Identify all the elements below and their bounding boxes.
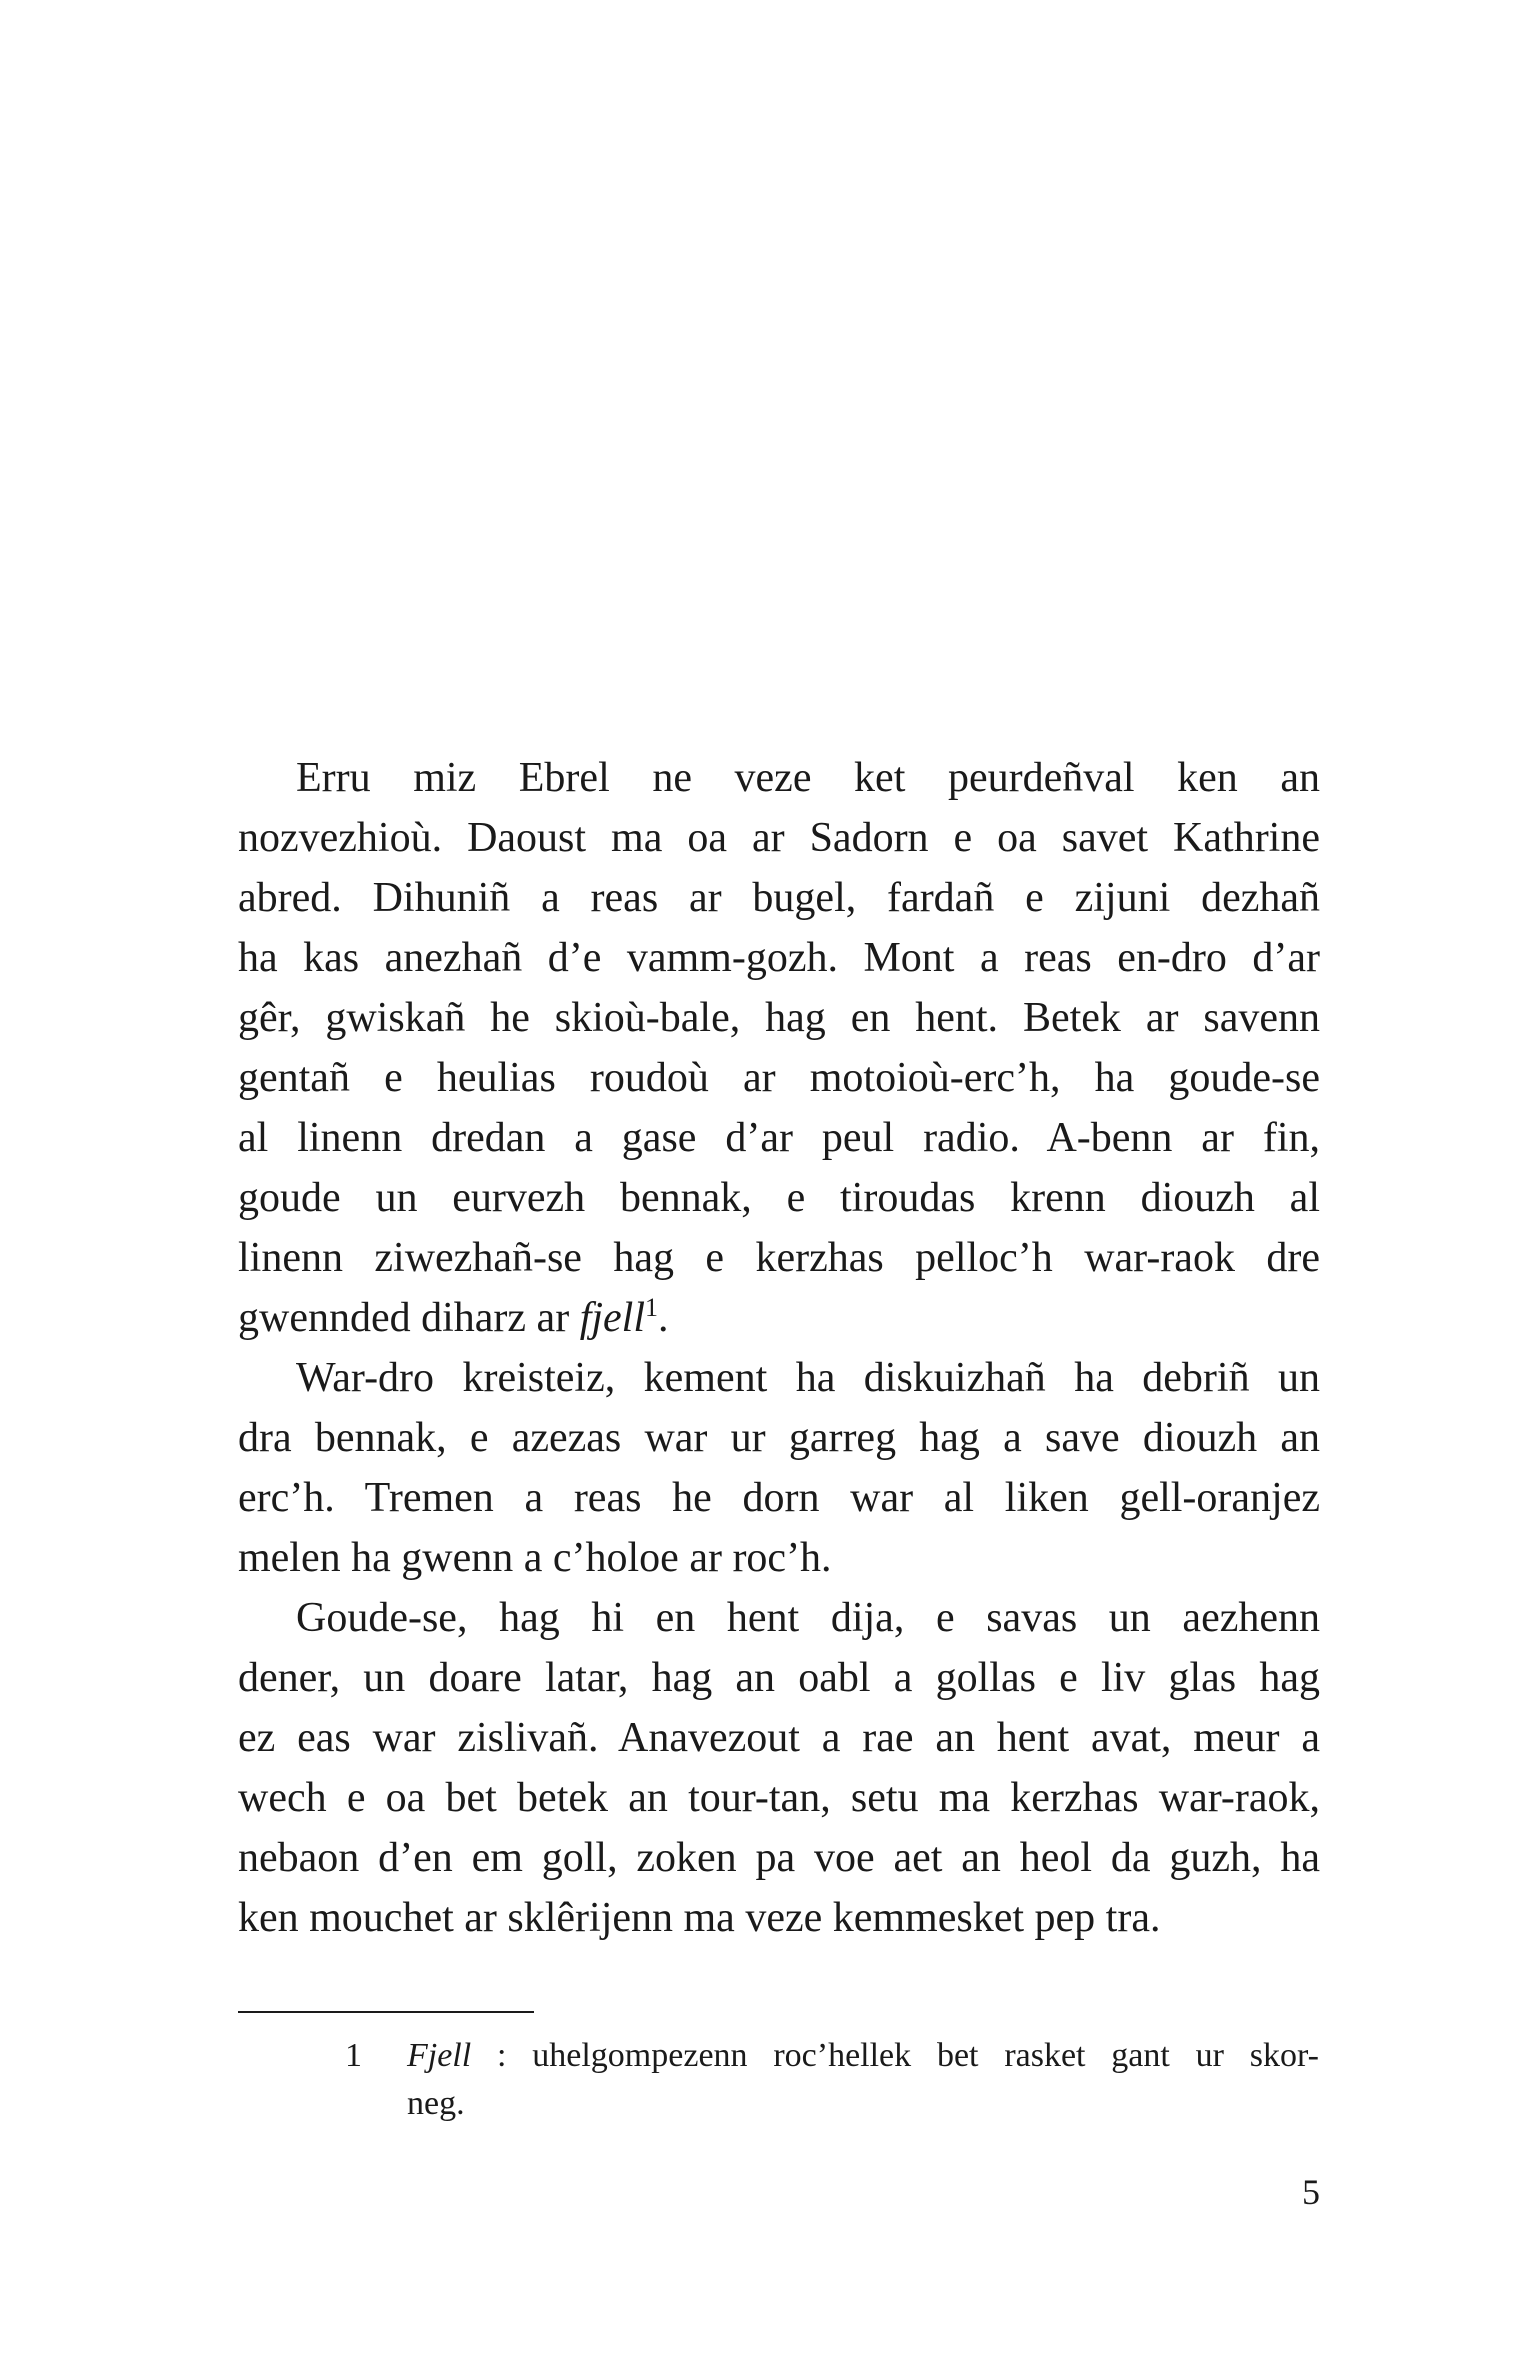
footnote-term-definition: Fjell <box>407 2037 472 2074</box>
text-line: gentañ e heulias roudoù ar motoioù-erc’h, ha goude-se <box>238 1055 1320 1101</box>
text-line: erc’h. Tremen a reas he dorn war al liken gell-oranjez <box>238 1475 1320 1521</box>
text-line: ken mouchet ar sklêrijenn ma veze kemmesket pep tra. <box>238 1895 1161 1941</box>
text-line: melen ha gwenn a c’holoe ar roc’h. <box>238 1535 832 1581</box>
text-line: nebaon d’en em goll, zoken pa voe aet an heol da guzh, ha <box>238 1835 1320 1881</box>
footnote-mark: 1 <box>645 1293 659 1322</box>
text-line: Goude-se, hag hi en hent dija, e savas un aezhenn <box>296 1595 1320 1641</box>
text-line: War-dro kreisteiz, kement ha diskuizhañ ha debriñ un <box>296 1355 1320 1401</box>
text-segment: . <box>658 1295 669 1341</box>
text-segment: gwennded diharz ar <box>238 1295 580 1341</box>
paragraph-3 <box>238 1588 1320 1948</box>
text-line: ez eas war zislivañ. Anavezout a rae an hent avat, meur a <box>238 1715 1320 1761</box>
text-line: al linenn dredan a gase d’ar peul radio. A-benn ar fin, <box>238 1115 1320 1161</box>
paragraph-1 <box>238 748 1320 1348</box>
paragraph-2 <box>238 1348 1320 1588</box>
text-line: Erru miz Ebrel ne veze ket peurdeñval ken an <box>296 755 1320 801</box>
footnote-term: fjell <box>579 1295 646 1341</box>
footnote-separator <box>238 2011 534 2013</box>
text-line: goude un eurvezh bennak, e tiroudas krenn diouzh al <box>238 1175 1320 1221</box>
text-line: gêr, gwiskañ he skioù-bale, hag en hent. Betek ar savenn <box>238 995 1320 1041</box>
footnote-body <box>407 2032 1319 2128</box>
text-line: dener, un doare latar, hag an oabl a gollas e liv glas hag <box>238 1655 1320 1701</box>
footnote-line: neg. <box>407 2085 465 2122</box>
text-line-with-footnote <box>238 1288 1320 1348</box>
body-text <box>238 748 1320 1948</box>
footnote <box>345 2032 1319 2128</box>
text-line: dra bennak, e azezas war ur garreg hag a save diouzh an <box>238 1415 1320 1461</box>
footnote-line <box>407 2032 1319 2080</box>
footnote-number: 1 <box>345 2037 362 2074</box>
text-line: wech e oa bet betek an tour-tan, setu ma kerzhas war-raok, <box>238 1775 1320 1821</box>
page-number: 5 <box>1302 2172 1320 2212</box>
footnote-text: : uhelgompezenn roc’hellek bet rasket gant ur skor- <box>471 2037 1319 2074</box>
text-line: ha kas anezhañ d’e vamm-gozh. Mont a reas en-dro d’ar <box>238 935 1320 981</box>
text-line: linenn ziwezhañ-se hag e kerzhas pelloc’h war-raok dre <box>238 1235 1320 1281</box>
text-line: nozvezhioù. Daoust ma oa ar Sadorn e oa savet Kathrine <box>238 815 1320 861</box>
text-line: abred. Dihuniñ a reas ar bugel, fardañ e zijuni dezhañ <box>238 875 1320 921</box>
